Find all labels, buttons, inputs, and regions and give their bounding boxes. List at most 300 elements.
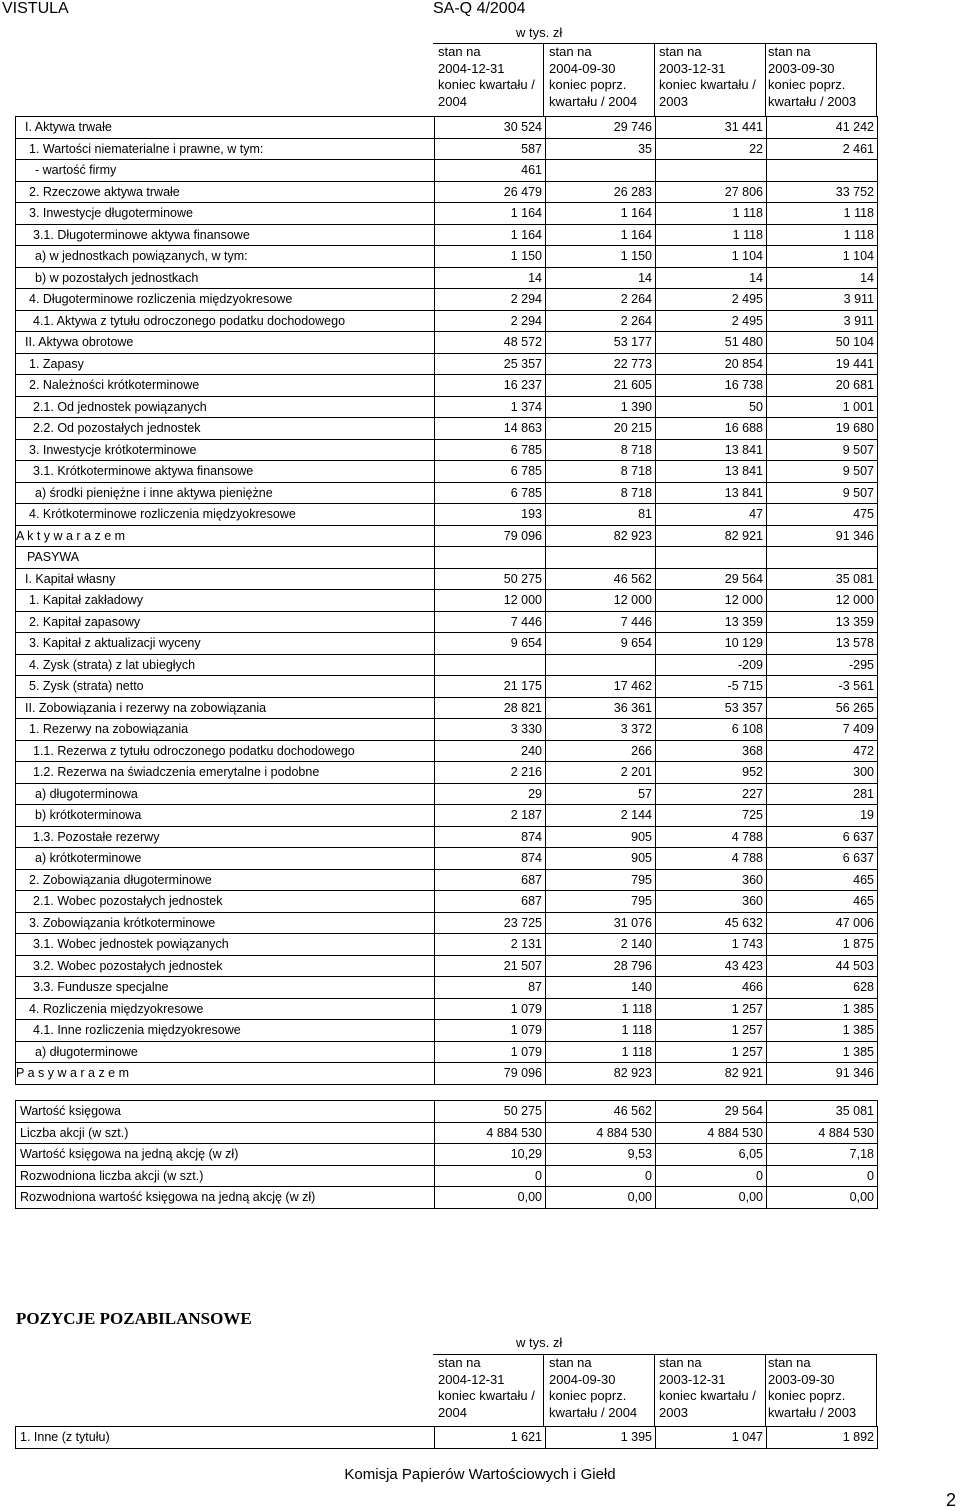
value-cell: 1 118	[656, 203, 767, 225]
value-cell: 47 006	[767, 912, 878, 934]
row-label: 1. Inne (z tytułu)	[16, 1427, 435, 1449]
value-cell: 1 875	[767, 934, 878, 956]
row-label: 3. Kapitał z aktualizacji wyceny	[16, 633, 435, 655]
table-row	[16, 998, 878, 1020]
column-header-line: koniec poprz.	[768, 77, 846, 92]
offbalance-table	[15, 1426, 878, 1449]
value-cell: 795	[546, 891, 656, 913]
value-cell: 12 000	[435, 590, 546, 612]
value-cell: -295	[767, 654, 878, 676]
value-cell: 628	[767, 977, 878, 999]
report-code: SA-Q 4/2004	[433, 0, 526, 17]
value-cell: 29 564	[656, 568, 767, 590]
value-cell: -5 715	[656, 676, 767, 698]
value-cell: 4 884 530	[656, 1122, 767, 1144]
column-header-line: 2003-09-30	[768, 1371, 835, 1387]
value-cell: 26 479	[435, 181, 546, 203]
value-cell: 28 821	[435, 697, 546, 719]
table-row	[16, 891, 878, 913]
value-cell: 193	[435, 504, 546, 526]
value-cell: 2 495	[656, 310, 767, 332]
column-header-line: stan na	[438, 44, 481, 59]
value-cell: 51 480	[656, 332, 767, 354]
value-cell: 1 395	[546, 1427, 656, 1449]
value-cell: 26 283	[546, 181, 656, 203]
column-header-2	[549, 44, 659, 110]
value-cell: 1 257	[656, 998, 767, 1020]
row-label: b) krótkoterminowa	[16, 805, 435, 827]
value-cell: 0	[656, 1165, 767, 1187]
value-cell: 16 237	[435, 375, 546, 397]
table-row	[16, 310, 878, 332]
value-cell: 16 738	[656, 375, 767, 397]
value-cell: 6 108	[656, 719, 767, 741]
page-number: 2	[945, 1490, 956, 1510]
table-row	[16, 289, 878, 311]
value-cell	[546, 654, 656, 676]
value-cell: 6 785	[435, 439, 546, 461]
value-cell: 12 000	[767, 590, 878, 612]
value-cell: 9 654	[546, 633, 656, 655]
value-cell: 461	[435, 160, 546, 182]
value-cell: 82 921	[656, 525, 767, 547]
column-header-line: stan na	[549, 1355, 592, 1370]
value-cell: 1 164	[546, 224, 656, 246]
value-cell: 31 076	[546, 912, 656, 934]
value-cell: 29	[435, 783, 546, 805]
value-cell: 91 346	[767, 525, 878, 547]
value-cell: 8 718	[546, 461, 656, 483]
value-cell: 46 562	[546, 1101, 656, 1123]
value-cell: 466	[656, 977, 767, 999]
column-header-line: kwartału / 2003	[768, 93, 857, 109]
value-cell: 30 524	[435, 117, 546, 139]
row-label: 1. Kapitał zakładowy	[16, 590, 435, 612]
value-cell: 82 923	[546, 1063, 656, 1085]
column-header-line: koniec poprz.	[549, 77, 627, 92]
value-cell: 0,00	[435, 1187, 546, 1209]
value-cell: 1 164	[435, 203, 546, 225]
value-cell: 6 785	[435, 482, 546, 504]
value-cell: 4 884 530	[546, 1122, 656, 1144]
value-cell: 12 000	[546, 590, 656, 612]
value-cell: -3 561	[767, 676, 878, 698]
value-cell: 53 177	[546, 332, 656, 354]
value-cell: 13 578	[767, 633, 878, 655]
table-row	[16, 611, 878, 633]
column-header-line: koniec kwartału /	[438, 1388, 535, 1403]
value-cell: 25 357	[435, 353, 546, 375]
row-label: a) długoterminowa	[16, 783, 435, 805]
column-header-line: koniec poprz.	[549, 1388, 627, 1403]
value-cell: 2 187	[435, 805, 546, 827]
column-header-line: 2004-12-31	[438, 60, 505, 76]
value-cell: 9 507	[767, 461, 878, 483]
value-cell: 1 118	[546, 1041, 656, 1063]
row-label: 2.2. Od pozostałych jednostek	[16, 418, 435, 440]
value-cell: 13 841	[656, 439, 767, 461]
row-label: 4. Rozliczenia międzyokresowe	[16, 998, 435, 1020]
row-label: II. Aktywa obrotowe	[16, 332, 435, 354]
value-cell: 1 743	[656, 934, 767, 956]
value-cell: 360	[656, 869, 767, 891]
value-cell: 1 257	[656, 1020, 767, 1042]
table-row	[16, 912, 878, 934]
value-cell: 1 118	[656, 224, 767, 246]
value-cell: 227	[656, 783, 767, 805]
value-cell	[767, 547, 878, 569]
row-label: 3. Inwestycje krótkoterminowe	[16, 439, 435, 461]
table-row	[16, 1144, 878, 1166]
column-header-3	[659, 1355, 769, 1421]
value-cell: 9 507	[767, 482, 878, 504]
value-cell: 1 390	[546, 396, 656, 418]
value-cell: 14	[767, 267, 878, 289]
table-row	[16, 482, 878, 504]
value-cell	[767, 160, 878, 182]
value-cell: 13 359	[767, 611, 878, 633]
row-label: 1. Wartości niematerialne i prawne, w tym:	[16, 138, 435, 160]
row-label: Wartość księgowa na jedną akcję (w zł)	[16, 1144, 435, 1166]
value-cell	[656, 547, 767, 569]
value-cell: 0	[767, 1165, 878, 1187]
value-cell: 6 785	[435, 461, 546, 483]
column-header-line: 2003-12-31	[659, 1371, 726, 1387]
row-label: 1.3. Pozostałe rezerwy	[16, 826, 435, 848]
row-label: A k t y w a r a z e m	[16, 525, 435, 547]
column-header-line: 2003-09-30	[768, 60, 835, 76]
row-label: 2. Kapitał zapasowy	[16, 611, 435, 633]
column-header-line: koniec poprz.	[768, 1388, 846, 1403]
row-label: Wartość księgowa	[16, 1101, 435, 1123]
table-row	[16, 676, 878, 698]
table-row	[16, 1041, 878, 1063]
value-cell: 1 001	[767, 396, 878, 418]
table-row	[16, 525, 878, 547]
value-cell: 17 462	[546, 676, 656, 698]
value-cell: 21 507	[435, 955, 546, 977]
column-header-1	[438, 1355, 548, 1421]
table-row	[16, 590, 878, 612]
table-row	[16, 762, 878, 784]
row-label: 3.1. Długoterminowe aktywa finansowe	[16, 224, 435, 246]
value-cell: 240	[435, 740, 546, 762]
value-cell: 56 265	[767, 697, 878, 719]
row-label: - wartość firmy	[16, 160, 435, 182]
row-label: 5. Zysk (strata) netto	[16, 676, 435, 698]
column-header-line: stan na	[438, 1355, 481, 1370]
column-header-4	[768, 1355, 878, 1421]
value-cell: 35	[546, 138, 656, 160]
value-cell: 48 572	[435, 332, 546, 354]
value-cell: 2 131	[435, 934, 546, 956]
value-cell: 0	[435, 1165, 546, 1187]
row-label: II. Zobowiązania i rezerwy na zobowiązania	[16, 697, 435, 719]
value-cell: 82 921	[656, 1063, 767, 1085]
value-cell: 1 150	[435, 246, 546, 268]
value-cell: 14	[656, 267, 767, 289]
value-cell: 4 788	[656, 848, 767, 870]
column-header-line: koniec kwartału /	[438, 77, 535, 92]
column-header-line: 2003	[659, 93, 688, 109]
value-cell: 35 081	[767, 1101, 878, 1123]
value-cell: 7 446	[435, 611, 546, 633]
value-cell: 21 605	[546, 375, 656, 397]
value-cell: 3 911	[767, 289, 878, 311]
value-cell: 1 118	[767, 203, 878, 225]
value-cell: 2 264	[546, 289, 656, 311]
row-label: a) w jednostkach powiązanych, w tym:	[16, 246, 435, 268]
row-label: 2.1. Wobec pozostałych jednostek	[16, 891, 435, 913]
column-header-line: koniec kwartału /	[659, 1388, 756, 1403]
row-label: Rozwodniona liczba akcji (w szt.)	[16, 1165, 435, 1187]
value-cell: 43 423	[656, 955, 767, 977]
value-cell: 3 911	[767, 310, 878, 332]
row-label: 2. Zobowiązania długoterminowe	[16, 869, 435, 891]
value-cell: 10 129	[656, 633, 767, 655]
table-row	[16, 504, 878, 526]
value-cell: 19 680	[767, 418, 878, 440]
value-cell: 587	[435, 138, 546, 160]
row-label: 3.2. Wobec pozostałych jednostek	[16, 955, 435, 977]
column-header-line: 2004-09-30	[549, 1371, 616, 1387]
table-row	[16, 934, 878, 956]
value-cell: 19 441	[767, 353, 878, 375]
value-cell: 1 621	[435, 1427, 546, 1449]
value-cell: 79 096	[435, 1063, 546, 1085]
value-cell: 9 654	[435, 633, 546, 655]
value-cell: 33 752	[767, 181, 878, 203]
value-cell: 6 637	[767, 848, 878, 870]
value-cell: 16 688	[656, 418, 767, 440]
table-row	[16, 375, 878, 397]
row-label: Rozwodniona wartość księgowa na jedną akcję (w zł)	[16, 1187, 435, 1209]
row-label: 1.1. Rezerwa z tytułu odroczonego podatku dochodowego	[16, 740, 435, 762]
value-cell: 7 409	[767, 719, 878, 741]
table-row	[16, 719, 878, 741]
value-cell: 0,00	[767, 1187, 878, 1209]
value-cell	[656, 160, 767, 182]
value-cell: 360	[656, 891, 767, 913]
value-cell: 1 104	[767, 246, 878, 268]
table-row	[16, 138, 878, 160]
value-cell: 1 118	[546, 1020, 656, 1042]
row-label: 4. Długoterminowe rozliczenia międzyokresowe	[16, 289, 435, 311]
value-cell	[435, 547, 546, 569]
table-row	[16, 1165, 878, 1187]
value-cell: 20 681	[767, 375, 878, 397]
footer-text: Komisja Papierów Wartościowych i Giełd	[344, 1466, 616, 1483]
table-row	[16, 826, 878, 848]
table-row	[16, 1020, 878, 1042]
table-row	[16, 353, 878, 375]
value-cell: 2 140	[546, 934, 656, 956]
column-header-4	[768, 44, 878, 110]
value-cell: 35 081	[767, 568, 878, 590]
value-cell: 23 725	[435, 912, 546, 934]
value-cell: 21 175	[435, 676, 546, 698]
value-cell: 2 495	[656, 289, 767, 311]
table-row	[16, 740, 878, 762]
value-cell: 472	[767, 740, 878, 762]
value-cell: 14	[435, 267, 546, 289]
value-cell: 874	[435, 826, 546, 848]
table-row	[16, 181, 878, 203]
table-row	[16, 1427, 878, 1449]
value-cell: 50 275	[435, 1101, 546, 1123]
value-cell: 300	[767, 762, 878, 784]
value-cell: 2 294	[435, 289, 546, 311]
column-header-line: 2003-12-31	[659, 60, 726, 76]
table-row	[16, 1063, 878, 1085]
value-cell: 368	[656, 740, 767, 762]
value-cell: 4 884 530	[767, 1122, 878, 1144]
table-row	[16, 848, 878, 870]
table-row	[16, 1101, 878, 1123]
value-cell: 1 079	[435, 998, 546, 1020]
value-cell: 952	[656, 762, 767, 784]
value-cell: 9,53	[546, 1144, 656, 1166]
value-cell: 79 096	[435, 525, 546, 547]
row-label: 2. Należności krótkoterminowe	[16, 375, 435, 397]
value-cell	[435, 654, 546, 676]
value-cell: 281	[767, 783, 878, 805]
value-cell: 687	[435, 891, 546, 913]
row-label: 3.3. Fundusze specjalne	[16, 977, 435, 999]
value-cell: 12 000	[656, 590, 767, 612]
value-cell: 4 884 530	[435, 1122, 546, 1144]
value-cell: 1 385	[767, 998, 878, 1020]
value-cell: -209	[656, 654, 767, 676]
value-cell: 19	[767, 805, 878, 827]
table-row	[16, 203, 878, 225]
value-cell: 4 788	[656, 826, 767, 848]
value-cell: 2 216	[435, 762, 546, 784]
row-label: a) środki pieniężne i inne aktywa pieniężne	[16, 482, 435, 504]
value-cell: 50	[656, 396, 767, 418]
value-cell: 82 923	[546, 525, 656, 547]
row-label: P a s y w a r a z e m	[16, 1063, 435, 1085]
table-row	[16, 568, 878, 590]
value-cell: 20 215	[546, 418, 656, 440]
value-cell: 140	[546, 977, 656, 999]
table-row	[16, 654, 878, 676]
column-header-line: kwartału / 2004	[549, 93, 638, 109]
table-row	[16, 1122, 878, 1144]
value-cell: 0,00	[546, 1187, 656, 1209]
value-cell: 13 359	[656, 611, 767, 633]
value-cell: 2 144	[546, 805, 656, 827]
value-cell: 687	[435, 869, 546, 891]
column-header-line: stan na	[659, 44, 702, 59]
table-row	[16, 224, 878, 246]
table-row	[16, 547, 878, 569]
table-row	[16, 633, 878, 655]
value-cell: 1 079	[435, 1020, 546, 1042]
value-cell: 9 507	[767, 439, 878, 461]
column-header-line: kwartału / 2004	[549, 1404, 638, 1420]
value-cell: 1 164	[546, 203, 656, 225]
value-cell: 2 461	[767, 138, 878, 160]
column-header-line: stan na	[768, 44, 811, 59]
value-cell: 41 242	[767, 117, 878, 139]
value-cell: 1 164	[435, 224, 546, 246]
value-cell: 29 564	[656, 1101, 767, 1123]
row-label: 4. Zysk (strata) z lat ubiegłych	[16, 654, 435, 676]
row-label: b) w pozostałych jednostkach	[16, 267, 435, 289]
table-row	[16, 805, 878, 827]
value-cell: 465	[767, 891, 878, 913]
value-cell: 8 718	[546, 482, 656, 504]
value-cell: 27 806	[656, 181, 767, 203]
value-cell: 1 257	[656, 1041, 767, 1063]
value-cell: 46 562	[546, 568, 656, 590]
table-row	[16, 955, 878, 977]
value-cell: 3 372	[546, 719, 656, 741]
value-cell: 0	[546, 1165, 656, 1187]
row-label: 4.1. Inne rozliczenia międzyokresowe	[16, 1020, 435, 1042]
value-cell: 91 346	[767, 1063, 878, 1085]
table-row	[16, 977, 878, 999]
value-cell: 8 718	[546, 439, 656, 461]
row-label: 1. Zapasy	[16, 353, 435, 375]
row-label: 4.1. Aktywa z tytułu odroczonego podatku dochodowego	[16, 310, 435, 332]
column-header-line: koniec kwartału /	[659, 77, 756, 92]
column-header-line: 2004-12-31	[438, 1371, 505, 1387]
value-cell: 14 863	[435, 418, 546, 440]
balance-sheet-table	[15, 116, 878, 1085]
value-cell: 266	[546, 740, 656, 762]
table-row	[16, 332, 878, 354]
value-cell: 7 446	[546, 611, 656, 633]
table-row	[16, 439, 878, 461]
table-row	[16, 117, 878, 139]
value-cell: 7,18	[767, 1144, 878, 1166]
offbalance-title: POZYCJE POZABILANSOWE	[16, 1309, 252, 1328]
value-cell: 22 773	[546, 353, 656, 375]
value-cell: 1 047	[656, 1427, 767, 1449]
column-header-line: stan na	[659, 1355, 702, 1370]
row-label: 2. Rzeczowe aktywa trwałe	[16, 181, 435, 203]
value-cell: 1 385	[767, 1041, 878, 1063]
table-row	[16, 1187, 878, 1209]
value-cell: 13 841	[656, 482, 767, 504]
row-label: 1. Rezerwy na zobowiązania	[16, 719, 435, 741]
value-cell: 50 104	[767, 332, 878, 354]
table-row	[16, 783, 878, 805]
column-header-line: kwartału / 2003	[768, 1404, 857, 1420]
value-cell: 1 892	[767, 1427, 878, 1449]
row-label: a) długoterminowe	[16, 1041, 435, 1063]
value-cell: 14	[546, 267, 656, 289]
value-cell: 87	[435, 977, 546, 999]
table-row	[16, 160, 878, 182]
value-cell: 13 841	[656, 461, 767, 483]
value-cell: 81	[546, 504, 656, 526]
table-row	[16, 697, 878, 719]
row-label: 1.2. Rezerwa na świadczenia emerytalne i podobne	[16, 762, 435, 784]
value-cell: 36 361	[546, 697, 656, 719]
value-cell: 28 796	[546, 955, 656, 977]
value-cell: 57	[546, 783, 656, 805]
value-cell: 29 746	[546, 117, 656, 139]
summary-table	[15, 1100, 878, 1209]
value-cell: 20 854	[656, 353, 767, 375]
row-label: 3. Zobowiązania krótkoterminowe	[16, 912, 435, 934]
value-cell: 44 503	[767, 955, 878, 977]
row-label: I. Kapitał własny	[16, 568, 435, 590]
column-header-line: 2004	[438, 1404, 467, 1420]
